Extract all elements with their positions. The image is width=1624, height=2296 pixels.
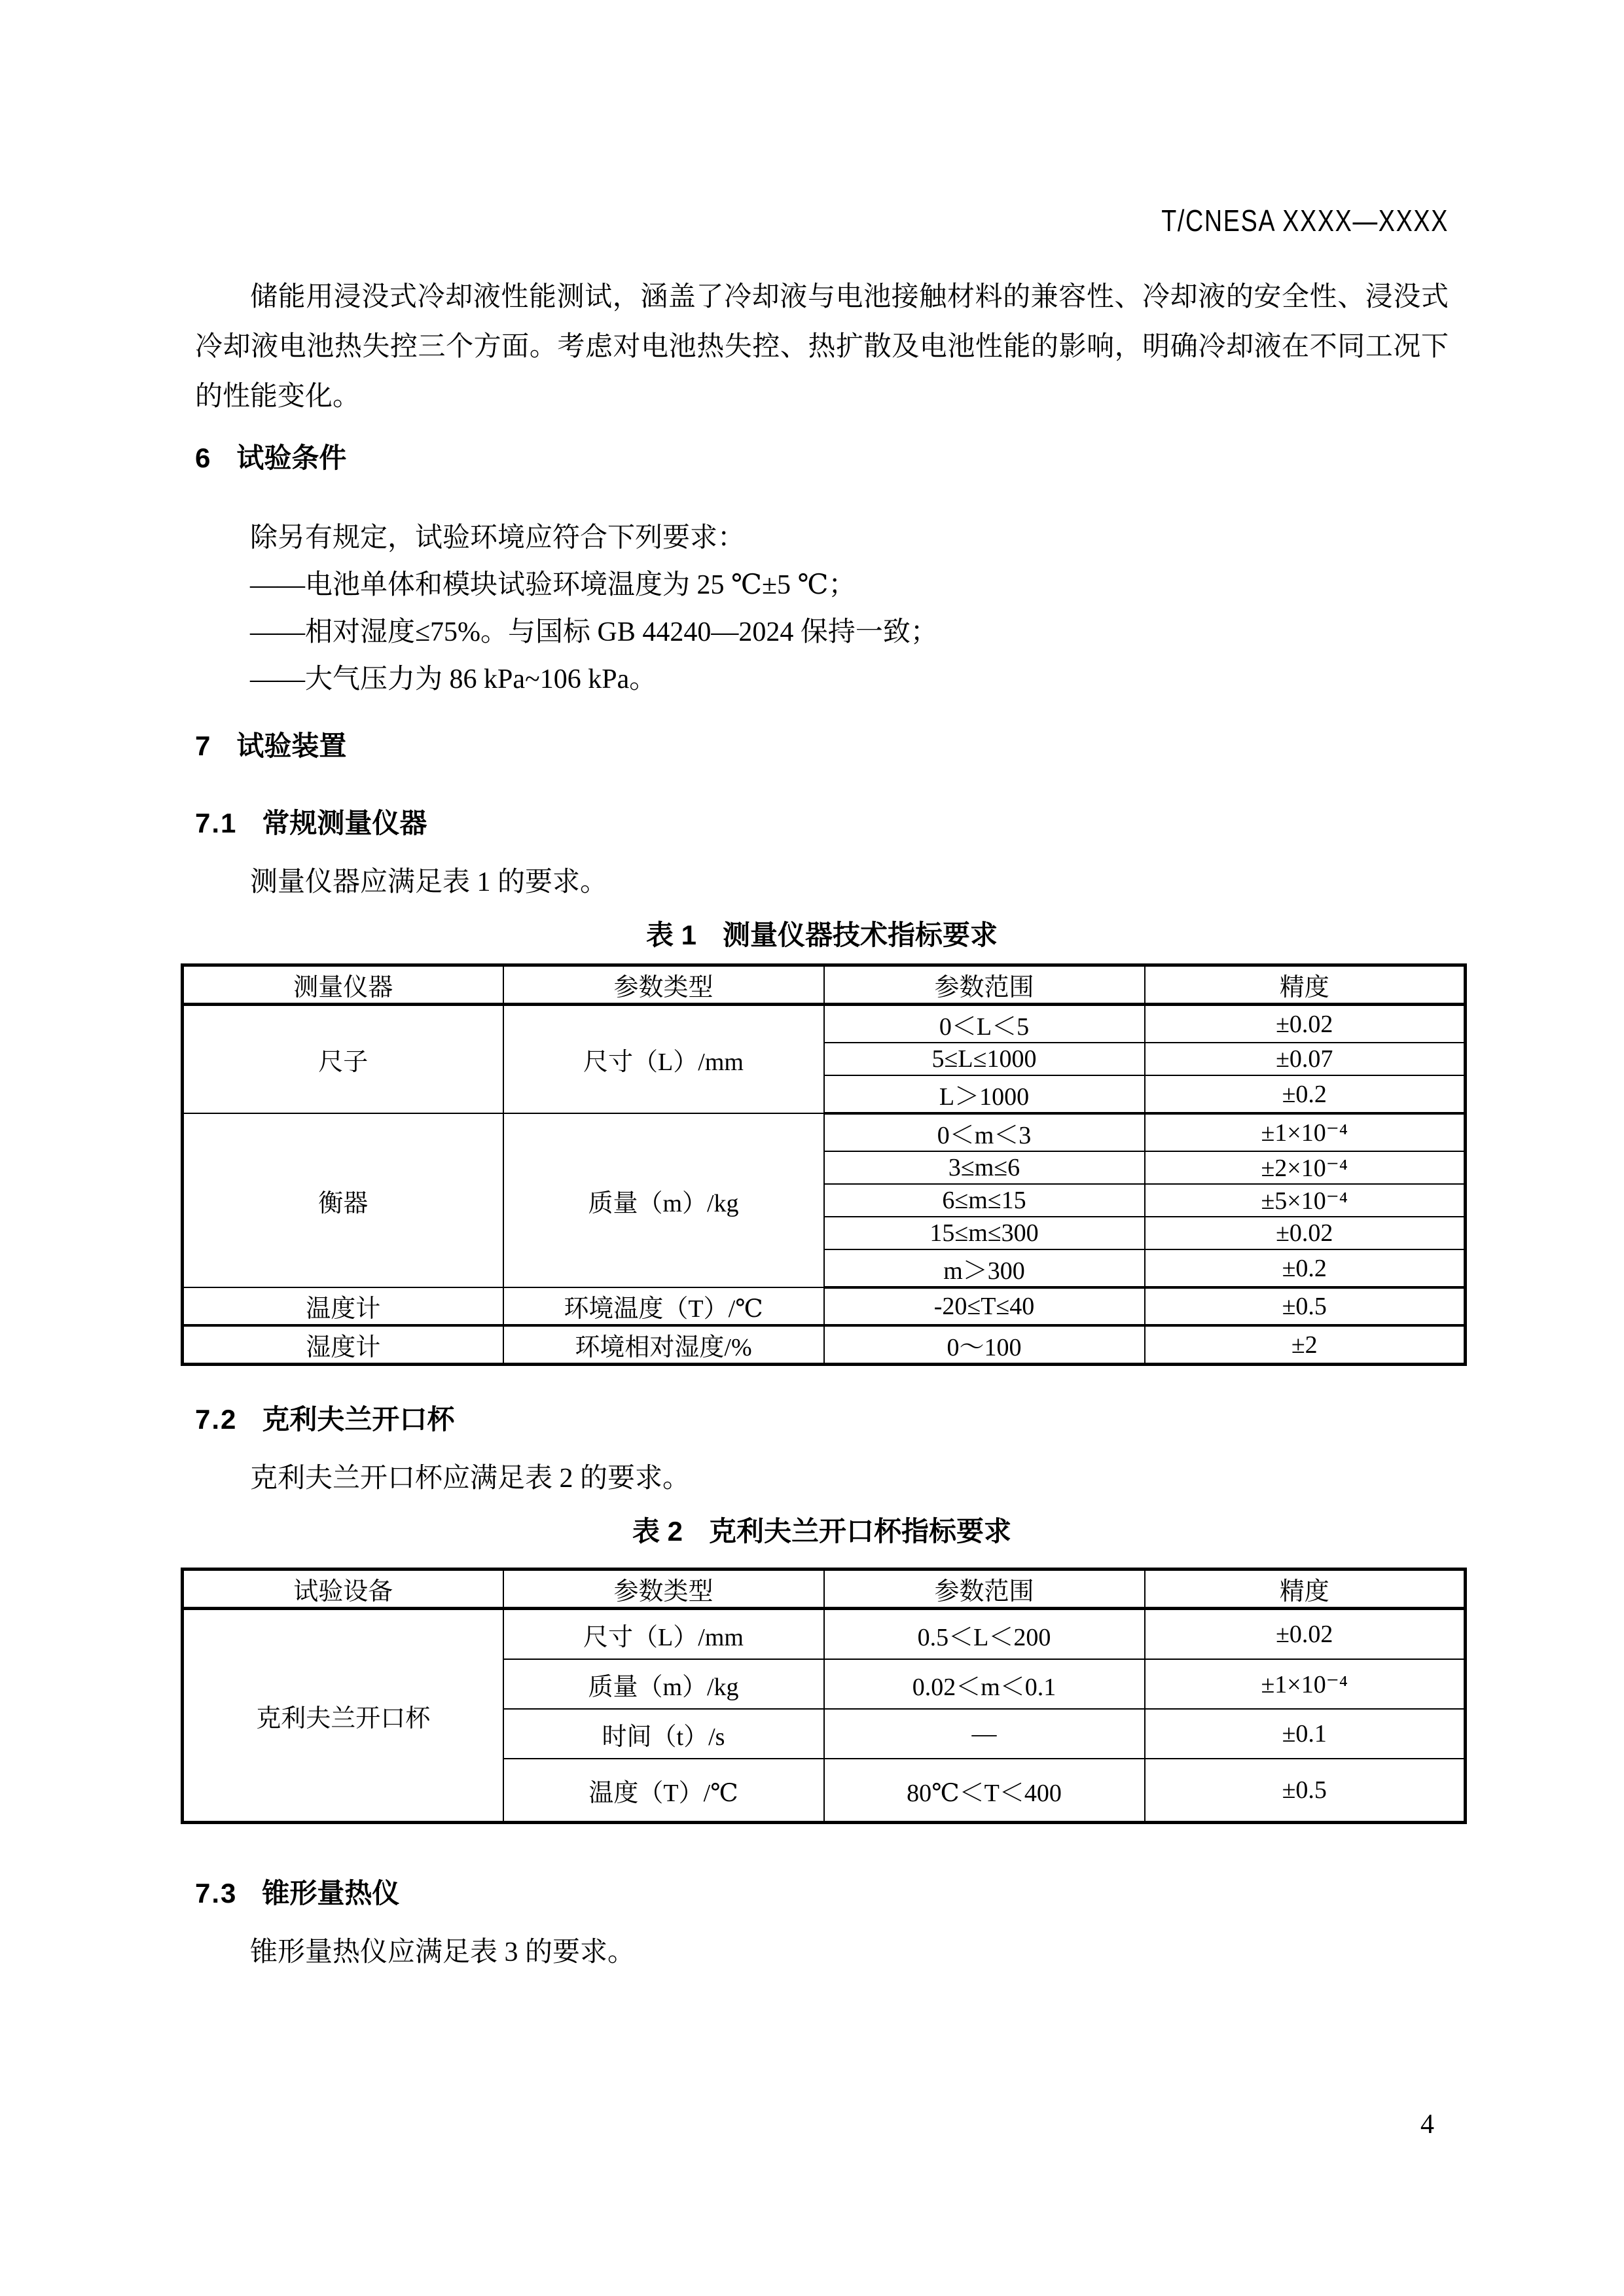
- table-row: [183, 1287, 1466, 1325]
- condition-item-pressure: ——大气压力为 86 kPa~106 kPa。: [250, 664, 657, 694]
- section-7-3-body: 锥形量热仪应满足表 3 的要求。: [250, 1937, 636, 1967]
- table-1-cell-scale: 衡器: [183, 1113, 503, 1287]
- section-7-3-title: 锥形量热仪: [262, 1878, 400, 1909]
- table-cell-precision: ±0.02: [1145, 1609, 1466, 1660]
- table-cell-range: 80℃＜T＜400: [824, 1759, 1145, 1823]
- table-cell-range: -20≤T≤40: [824, 1287, 1145, 1325]
- table-1-header-param-range: 参数范围: [824, 965, 1145, 1005]
- section-7-1-heading: [195, 804, 1449, 843]
- table-cell-range: 0～100: [824, 1325, 1145, 1365]
- table-cell-range: 0＜m＜3: [824, 1113, 1145, 1151]
- table-cell-param: 环境相对湿度/%: [503, 1325, 824, 1365]
- section-7-3-heading: [195, 1874, 1449, 1913]
- table-cell-range: 5≤L≤1000: [824, 1043, 1145, 1075]
- section-7-1-number: 7.1: [195, 808, 238, 838]
- test-conditions-block: [195, 514, 1449, 703]
- measuring-instruments-table: [181, 963, 1467, 1366]
- table-1-cell-hygrometer: 湿度计: [183, 1325, 503, 1365]
- condition-item-temperature: ——电池单体和模块试验环境温度为 25 ℃±5 ℃；: [250, 570, 856, 600]
- table-1-header-row: [183, 965, 1466, 1005]
- section-7-2-heading: [195, 1400, 1449, 1439]
- table-cell-param: 尺寸（L）/mm: [503, 1609, 824, 1660]
- conditions-intro-line: 除另有规定，试验环境应符合下列要求：: [250, 523, 746, 553]
- table-cell-param: 时间（t）/s: [503, 1709, 824, 1759]
- table-row: [183, 1113, 1466, 1151]
- table-cell-param: 质量（m）/kg: [503, 1659, 824, 1709]
- table-cell-precision: ±0.5: [1145, 1759, 1466, 1823]
- table-2-cell-device: 克利夫兰开口杯: [183, 1609, 503, 1823]
- table-2-header-param-type: 参数类型: [503, 1570, 824, 1609]
- table-cell-precision: ±0.2: [1145, 1075, 1466, 1113]
- section-7-number: 7: [195, 730, 212, 761]
- section-6-title: 试验条件: [236, 442, 347, 473]
- table-cell-precision: ±2: [1145, 1325, 1466, 1365]
- table-cell-range: 15≤m≤300: [824, 1217, 1145, 1249]
- table-cell-precision: ±0.07: [1145, 1043, 1466, 1075]
- table-cell-precision: ±2×10⁻⁴: [1145, 1151, 1466, 1184]
- section-7-heading: [195, 726, 1449, 766]
- table-cell-range: 0.02＜m＜0.1: [824, 1659, 1145, 1709]
- table-1-header-precision: 精度: [1145, 965, 1466, 1005]
- table-cell-precision: ±1×10⁻⁴: [1145, 1113, 1466, 1151]
- table-cell-precision: ±1×10⁻⁴: [1145, 1659, 1466, 1709]
- section-7-1-body: 测量仪器应满足表 1 的要求。: [250, 867, 608, 897]
- table-1-caption-title: 测量仪器技术指标要求: [723, 920, 998, 950]
- table-row: [183, 1609, 1466, 1660]
- table-2-header-equipment: 试验设备: [183, 1570, 503, 1609]
- intro-paragraph: 储能用浸没式冷却液性能测试，涵盖了冷却液与电池接触材料的兼容性、冷却液的安全性、浸没式冷却液电池热失控三个方面。考虑对电池热失控、热扩散及电池性能的影响，明确冷却液在不同工况下的性能变化。: [195, 282, 1449, 412]
- table-1-cell-ruler-param: 尺寸（L）/mm: [503, 1005, 824, 1114]
- table-cell-precision: ±0.02: [1145, 1217, 1466, 1249]
- table-cell-param: 温度（T）/℃: [503, 1759, 824, 1823]
- table-cell-range: m＞300: [824, 1249, 1145, 1287]
- table-1-cell-scale-param: 质量（m）/kg: [503, 1113, 824, 1287]
- table-cell-param: 环境温度（T）/℃: [503, 1287, 824, 1325]
- section-7-1-title: 常规测量仪器: [262, 808, 427, 838]
- section-7-2-title: 克利夫兰开口杯: [262, 1404, 455, 1435]
- table-row: [183, 1005, 1466, 1043]
- table-cell-precision: ±0.02: [1145, 1005, 1466, 1043]
- table-1-cell-thermometer: 温度计: [183, 1287, 503, 1325]
- cleveland-open-cup-table: [181, 1568, 1467, 1824]
- table-2-caption: [195, 1513, 1449, 1551]
- table-cell-precision: ±0.1: [1145, 1709, 1466, 1759]
- table-1-header-param-type: 参数类型: [503, 965, 824, 1005]
- table-cell-range: —: [824, 1709, 1145, 1759]
- table-2-header-row: [183, 1570, 1466, 1609]
- table-2-caption-label: 表 2: [632, 1516, 683, 1547]
- table-2-header-precision: 精度: [1145, 1570, 1466, 1609]
- table-cell-precision: ±0.5: [1145, 1287, 1466, 1325]
- table-1-cell-ruler: 尺子: [183, 1005, 503, 1114]
- section-7-title: 试验装置: [236, 730, 347, 761]
- section-7-3-number: 7.3: [195, 1878, 238, 1909]
- condition-item-humidity: ——相对湿度≤75%。与国标 GB 44240—2024 保持一致；: [250, 617, 938, 647]
- table-cell-range: 0.5＜L＜200: [824, 1609, 1145, 1660]
- table-2-caption-title: 克利夫兰开口杯指标要求: [709, 1516, 1012, 1547]
- section-6-number: 6: [195, 442, 212, 473]
- table-cell-range: 3≤m≤6: [824, 1151, 1145, 1184]
- table-row: [183, 1325, 1466, 1365]
- table-cell-precision: ±0.2: [1145, 1249, 1466, 1287]
- section-7-2-number: 7.2: [195, 1404, 238, 1435]
- table-cell-range: 0＜L＜5: [824, 1005, 1145, 1043]
- page-number: 4: [1420, 2109, 1434, 2140]
- table-1-header-instrument: 测量仪器: [183, 965, 503, 1005]
- table-cell-range: L＞1000: [824, 1075, 1145, 1113]
- section-7-2-body: 克利夫兰开口杯应满足表 2 的要求。: [250, 1463, 691, 1494]
- table-cell-precision: ±5×10⁻⁴: [1145, 1184, 1466, 1217]
- table-1-caption-label: 表 1: [645, 920, 696, 950]
- standard-code-header: T/CNESA XXXX—XXXX: [1161, 204, 1449, 238]
- table-1-caption: [195, 916, 1449, 954]
- section-6-heading: [195, 439, 1449, 478]
- table-2-header-param-range: 参数范围: [824, 1570, 1145, 1609]
- table-cell-range: 6≤m≤15: [824, 1184, 1145, 1217]
